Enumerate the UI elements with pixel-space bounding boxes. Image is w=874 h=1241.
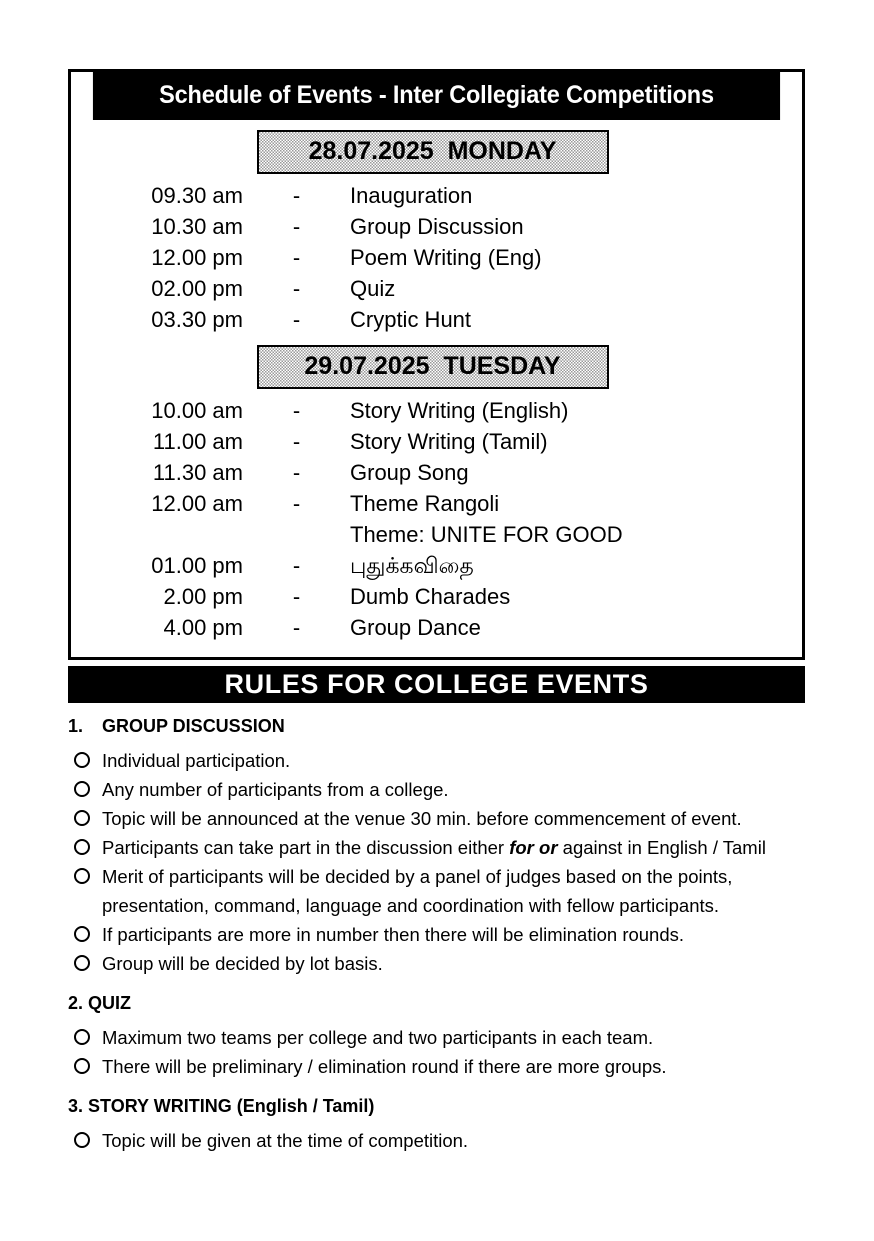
schedule-row (71, 457, 802, 488)
rule-item-text (102, 920, 848, 949)
rule-text-pre: Topic will be announced at the venue 30 min. before commencement of event. (102, 808, 742, 829)
rule-text-pre: Merit of participants will be decided by a panel of judges based on the points, presentation, command, language and coordination with fellow participants. (102, 866, 733, 916)
schedule-time: 2.00 pm (163, 584, 243, 609)
schedule-row (71, 304, 802, 335)
schedule-event: Story Writing (English) (350, 398, 569, 423)
rules-banner: RULES FOR COLLEGE EVENTS (68, 666, 805, 703)
rule-item-text (102, 1023, 848, 1052)
ring-bullet-icon (68, 1023, 102, 1052)
schedule-event: Theme Rangoli (350, 491, 500, 516)
rule-item-text (102, 1126, 848, 1155)
schedule-row (71, 550, 802, 581)
rule-item-text (102, 775, 848, 804)
schedule-row (71, 488, 802, 519)
day-header-tuesday: 29.07.2025 TUESDAY (257, 345, 609, 389)
rule-section-title-2: QUIZ (88, 993, 132, 1013)
rule-item-text (102, 833, 848, 862)
rule-item-text (102, 1052, 848, 1081)
schedule-table (68, 69, 805, 660)
schedule-dash: - (292, 307, 301, 332)
schedule-row (71, 180, 802, 211)
schedule-dash: - (292, 214, 301, 239)
schedule-row (71, 395, 802, 426)
ring-bullet-icon (68, 1126, 102, 1155)
rule-text-emphasis: for or (509, 837, 558, 858)
schedule-event: புதுக்கவிதை (350, 553, 474, 578)
schedule-time: 11.30 am (152, 460, 243, 485)
rule-text-pre: Any number of participants from a college. (102, 779, 449, 800)
schedule-event: Group Discussion (350, 214, 524, 239)
rule-section-heading-3 (68, 1092, 848, 1120)
spacer (68, 1081, 848, 1092)
rule-item-text (102, 949, 848, 978)
schedule-time: 03.30 pm (151, 307, 243, 332)
day-header-monday: 28.07.2025 MONDAY (257, 130, 609, 174)
rules-content (68, 712, 848, 1155)
rule-section-heading-1 (68, 712, 848, 740)
schedule-dash: - (292, 245, 301, 270)
rule-text-pre: There will be preliminary / elimination round if there are more groups. (102, 1056, 667, 1077)
schedule-row (71, 581, 802, 612)
rule-item (68, 775, 848, 804)
rule-item (68, 862, 848, 920)
rule-text-pre: Group will be decided by lot basis. (102, 953, 383, 974)
ring-bullet-icon (68, 920, 102, 949)
ring-bullet-icon (68, 1052, 102, 1081)
schedule-time: 12.00 am (151, 491, 243, 516)
schedule-dash: - (292, 276, 301, 301)
schedule-event: Cryptic Hunt (350, 307, 472, 332)
schedule-dash: - (292, 398, 301, 423)
rule-item-text (102, 804, 848, 833)
rule-section-number-3: 3. (68, 1096, 84, 1116)
schedule-theme-row (71, 519, 802, 550)
schedule-row (71, 612, 802, 643)
schedule-title: Schedule of Events - Inter Collegiate Competitions (93, 72, 780, 120)
schedule-dash: - (292, 491, 301, 516)
schedule-row (71, 426, 802, 457)
ring-bullet-icon (68, 862, 102, 891)
schedule-event: Poem Writing (Eng) (350, 245, 542, 270)
schedule-dash: - (292, 183, 301, 208)
rule-text-post: against in English / Tamil (557, 837, 766, 858)
ring-bullet-icon (68, 833, 102, 862)
rule-section-number-1: 1. (68, 716, 84, 736)
day-header-row-monday (71, 130, 802, 174)
schedule-body (71, 130, 802, 657)
schedule-event: Inauguration (350, 183, 473, 208)
rule-section-title-3: STORY WRITING (English / Tamil) (88, 1096, 375, 1116)
schedule-row (71, 273, 802, 304)
rule-section-number-2: 2. (68, 993, 84, 1013)
schedule-event: Group Dance (350, 615, 481, 640)
ring-bullet-icon (68, 775, 102, 804)
schedule-dash: - (292, 460, 301, 485)
rule-item (68, 920, 848, 949)
rule-item-text (102, 862, 848, 920)
schedule-dash: - (292, 553, 301, 578)
spacer (68, 978, 848, 989)
schedule-theme-value: UNITE FOR GOOD (430, 522, 623, 547)
schedule-time: 11.00 am (152, 429, 243, 454)
rule-item (68, 1052, 848, 1081)
schedule-dash: - (292, 615, 301, 640)
schedule-time: 12.00 pm (151, 245, 243, 270)
schedule-dash: - (292, 584, 301, 609)
schedule-event: Dumb Charades (350, 584, 511, 609)
schedule-time: 09.30 am (151, 183, 243, 208)
day-header-row-tuesday (71, 345, 802, 389)
rule-text-pre: Topic will be given at the time of competition. (102, 1130, 469, 1151)
rule-text-pre: Maximum two teams per college and two participants in each team. (102, 1027, 654, 1048)
schedule-event: Group Song (350, 460, 469, 485)
schedule-dash: - (292, 429, 301, 454)
rule-item (68, 746, 848, 775)
schedule-event: Quiz (350, 276, 396, 301)
rule-section-title-1: GROUP DISCUSSION (102, 716, 285, 736)
rule-item (68, 1126, 848, 1155)
ring-bullet-icon (68, 949, 102, 978)
rule-item (68, 833, 848, 862)
rule-item (68, 1023, 848, 1052)
schedule-theme-spacer (71, 519, 350, 550)
rule-section-heading-2 (68, 989, 848, 1017)
rule-text-pre: If participants are more in number then there will be elimination rounds. (102, 924, 685, 945)
ring-bullet-icon (68, 746, 102, 775)
schedule-row (71, 211, 802, 242)
schedule-time: 4.00 pm (163, 615, 243, 640)
rule-item (68, 949, 848, 978)
schedule-theme-text (350, 519, 623, 550)
schedule-time: 02.00 pm (151, 276, 243, 301)
rule-item (68, 804, 848, 833)
schedule-time: 01.00 pm (151, 553, 243, 578)
rule-text-pre: Participants can take part in the discussion either (102, 837, 510, 858)
rule-text-pre: Individual participation. (102, 750, 291, 771)
schedule-time: 10.30 am (151, 214, 243, 239)
schedule-event: Story Writing (Tamil) (350, 429, 548, 454)
schedule-row (71, 242, 802, 273)
schedule-theme-label: Theme: (350, 522, 431, 547)
schedule-time: 10.00 am (151, 398, 243, 423)
rule-item-text (102, 746, 848, 775)
ring-bullet-icon (68, 804, 102, 833)
